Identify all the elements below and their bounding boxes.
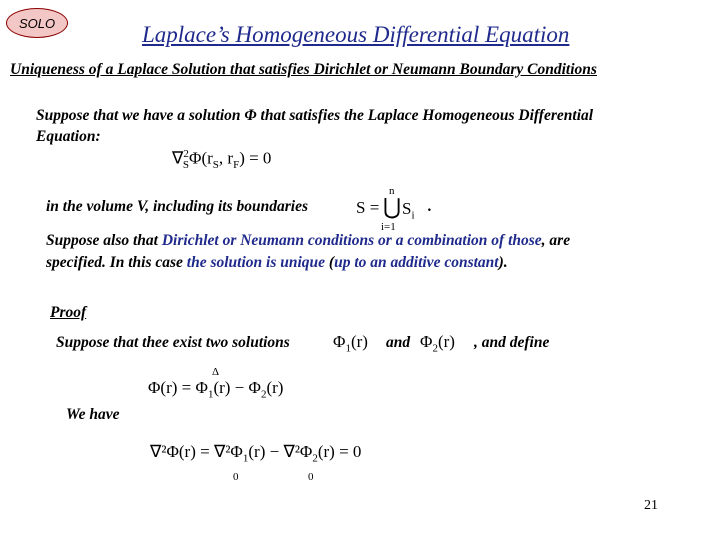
laplacian-difference-eq [150, 442, 361, 464]
eq3-end: (r) = 0 [317, 442, 362, 461]
solo-badge [6, 8, 68, 38]
page-number: 21 [644, 498, 658, 513]
phi1-arg: (r) [350, 332, 368, 351]
phi2-arg: (r) [437, 332, 455, 351]
eq2-lhs: Φ(r) = Φ [148, 378, 208, 397]
proof-heading: Proof [50, 304, 87, 321]
union-bottom: i=1 [381, 221, 396, 233]
badge-label: SOLO [18, 15, 56, 31]
para1-line2: Equation: [36, 128, 101, 145]
union-symbol: ⋃ [383, 194, 402, 219]
eq2-delta: Δ [212, 366, 220, 378]
phi1-expr [333, 332, 368, 354]
eq1-sub-rf: F [233, 159, 240, 172]
nabla-symbol: ∇ [172, 148, 184, 168]
para4-text: Suppose that thee exist two solutions [56, 334, 290, 351]
para3-pre: Suppose also that [46, 232, 162, 249]
phi2-expr [420, 332, 455, 354]
para3-line1 [46, 232, 570, 250]
para3-post1: , are [541, 232, 571, 249]
eq2-sub1: 1 [207, 388, 214, 401]
union-si [402, 199, 415, 221]
eq3-zero1: 0 [233, 471, 239, 483]
union-si-sub: i [411, 209, 415, 222]
para3-post2: ). [498, 254, 508, 271]
difference-definition [148, 378, 283, 400]
para1-line1: Suppose that we have a solution Φ that satisfies the Laplace Homogeneous Differential [36, 107, 594, 124]
eq1-comma: , r [218, 148, 234, 168]
union-top: n [389, 185, 395, 197]
eq2-end: (r) [266, 378, 284, 397]
slide-title: Laplace’s Homogeneous Differential Equation [142, 22, 570, 47]
eq1-args: (r [201, 148, 213, 168]
para3-blue1: Dirichlet or Neumann conditions or a combination of those [161, 232, 542, 249]
phi1-sub: 1 [345, 342, 351, 355]
eq1-phi: Φ [189, 148, 202, 168]
phi1-symbol: Φ [333, 332, 346, 351]
boundary-union-eq [356, 198, 379, 218]
eq1-sub-rs: S [212, 159, 219, 172]
slide-subtitle: Uniqueness of a Laplace Solution that satisfies Dirichlet or Neumann Boundary Conditions [10, 61, 597, 78]
eq3-sub1: 1 [242, 452, 249, 465]
para2-dot: . [428, 198, 432, 215]
eq3-sub2: 2 [312, 452, 318, 465]
union-s: S = [356, 198, 380, 217]
eq3-lhs: ∇²Φ(r) = ∇²Φ [150, 442, 243, 461]
we-have-label: We have [66, 406, 120, 423]
phi2-sub: 2 [432, 342, 438, 355]
union-si-s: S [402, 199, 412, 218]
eq1-close: ) = 0 [239, 148, 272, 168]
eq3-mid: (r) − ∇²Φ [248, 442, 313, 461]
eq3-zero2: 0 [308, 471, 314, 483]
eq2-mid: (r) − Φ [213, 378, 261, 397]
para3-pre2: specified. In this case [46, 254, 187, 271]
laplace-equation [172, 148, 271, 171]
eq2-sub2: 2 [260, 388, 267, 401]
para4-and: and [386, 334, 411, 351]
phi2-symbol: Φ [420, 332, 433, 351]
para3-line2 [46, 254, 508, 272]
para2-text: in the volume V, including its boundaries [46, 198, 308, 215]
eq1-sup: 2 [183, 148, 189, 160]
para3-blue3: up to an additive constant [334, 254, 499, 271]
para3-mid2: ( [325, 254, 335, 271]
para3-blue2: the solution is unique [186, 254, 326, 271]
eq1-sub-s: S [182, 159, 189, 172]
para4-post: , and define [474, 334, 550, 351]
